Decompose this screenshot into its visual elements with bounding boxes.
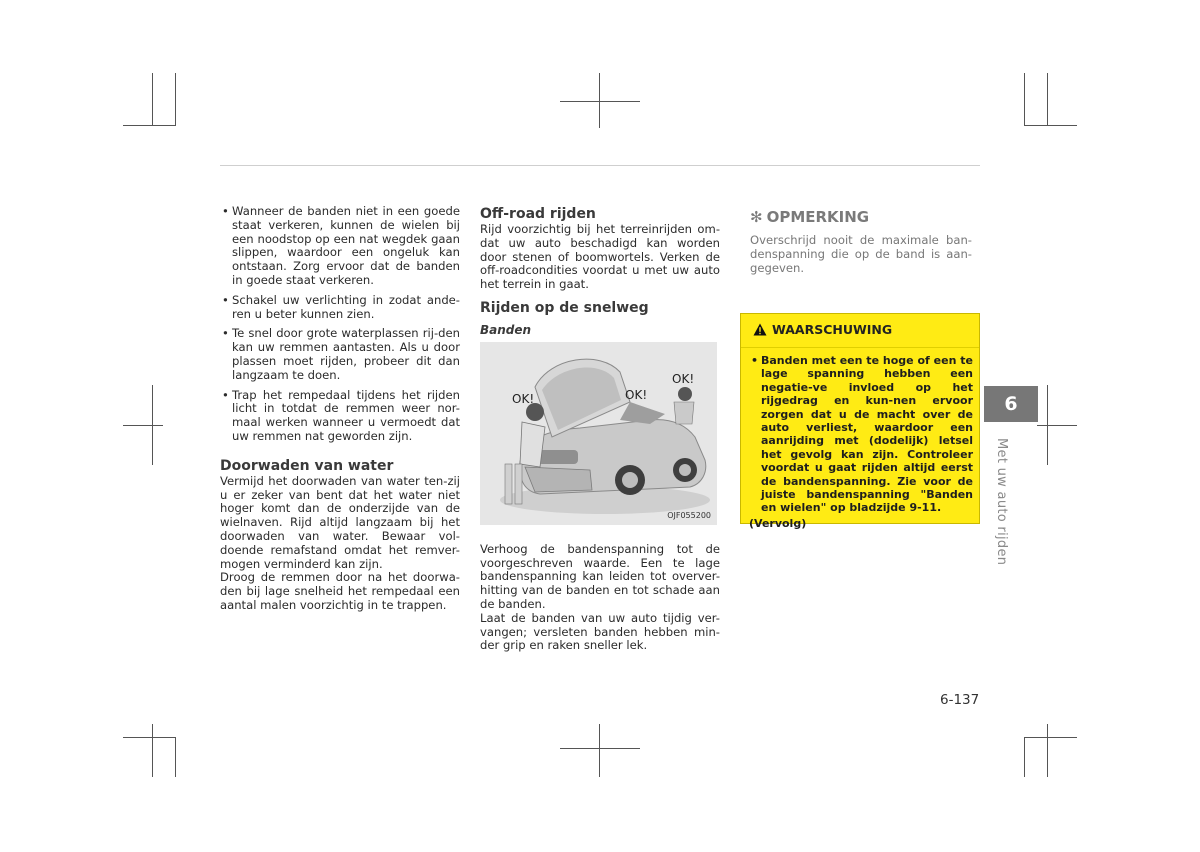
crop-mark	[123, 125, 176, 126]
body-paragraph: Verhoog de bandenspanning tot de voorgeschreven waarde. Een te lage bandenspanning kan leiden tot overver-hitting van de banden en tot schade aan de banden.	[480, 541, 720, 611]
note-title: OPMERKING	[766, 208, 870, 226]
crop-mark	[560, 748, 640, 749]
body-paragraph: Laat de banden van uw auto tijdig ver-vangen; versleten banden hebben min-der grip en raken sneller lek.	[480, 610, 720, 653]
ok-label: OK!	[512, 391, 535, 406]
crop-mark	[1024, 125, 1077, 126]
car-with-open-hood-illustration	[480, 342, 717, 525]
crop-mark	[152, 724, 153, 777]
page-number: 6-137	[940, 692, 980, 708]
crop-mark	[175, 73, 176, 126]
crop-mark	[123, 737, 176, 738]
crop-mark	[1037, 425, 1077, 426]
crop-mark	[1047, 724, 1048, 777]
ok-label: OK!	[672, 371, 695, 386]
subheading: Banden	[480, 322, 532, 337]
crop-mark	[560, 101, 640, 102]
note-box	[750, 208, 972, 275]
bullet-item: • Wanneer de banden niet in een goede staat verkeren, kunnen de wielen bij een noodstop op een nat wegdek gaan slippen, waardoor een ongeluk kan ontstaan. Zorg ervoor dat de banden in goede staat verkeren.	[220, 205, 460, 288]
crop-mark	[152, 73, 153, 126]
warning-title: WAARSCHUWING	[772, 322, 893, 337]
bullet-item: • Te snel door grote waterplassen rij-den kan uw remmen aantasten. Als u door plassen moet rijden, probeer dit dan langzaam te doen.	[220, 327, 460, 382]
crop-mark	[1047, 73, 1048, 126]
bullet-item: • Schakel uw verlichting in zodat ande-ren u beter kunnen zien.	[220, 294, 460, 322]
ok-label: OK!	[625, 387, 648, 402]
crop-mark	[1024, 737, 1025, 777]
bullet-item: • Trap het rempedaal tijdens het rijden licht in totdat de remmen weer nor-maal werken wanneer u vermoedt dat uw remmen nat geworden zijn.	[220, 389, 460, 444]
header-rule	[220, 165, 980, 166]
crop-mark	[152, 385, 153, 465]
middle-column	[480, 206, 720, 653]
crop-mark	[123, 425, 163, 426]
body-paragraph: Vermijd het doorwaden van water ten-zij u er zeker van bent dat het water niet hoger komt dan de onderzijde van de wielnaven. Rijd altijd langzaam bij het doorwaden van water. Bewaar vol-doende remafstand omdat het remver-mogen verminderd kan zijn.	[220, 473, 460, 571]
car-illustration	[480, 342, 717, 525]
note-text: Overschrijd nooit de maximale ban-denspanning die op de band is aan-gegeven.	[750, 232, 972, 275]
crop-mark	[1024, 73, 1025, 126]
left-column	[220, 205, 460, 613]
crop-mark	[175, 737, 176, 777]
warning-box	[740, 313, 980, 530]
section-heading: Off-road rijden	[480, 206, 596, 222]
warning-divider	[741, 347, 979, 348]
warning-triangle-icon	[753, 323, 767, 336]
section-heading: Doorwaden van water	[220, 457, 394, 474]
crop-mark	[1024, 737, 1077, 738]
figure-code: OJF055200	[667, 510, 711, 520]
body-paragraph: Rijd voorzichtig bij het terreinrijden om-dat uw auto beschadigd kan worden door stenen of boomwortels. Verken de off-roadcondities voordat u met uw auto het terrein in gaat.	[480, 222, 720, 292]
crop-mark	[599, 724, 600, 777]
chapter-tab: 6	[984, 386, 1038, 422]
section-heading: Rijden op de snelweg	[480, 299, 649, 316]
warning-text: • Banden met een te hoge of een te lage spanning hebben een negatie-ve invloed op het rijgedrag en kun-nen ervoor zorgen dat u de macht over de auto verliest, waardoor een aanrijding met (dodelijk) letsel het gevolg kan zijn. Controleer voordat u gaat rijden altijd eerst de bandenspanning. Zie voor de juiste bandenspanning "Banden en wielen" op bladzijde 9-11.	[749, 354, 973, 515]
chapter-title: Met uw auto rijden	[994, 438, 1009, 566]
body-paragraph: Droog de remmen door na het doorwa-den bij lage snelheid het rempedaal een aantal malen voorzichtig in te trappen.	[220, 570, 460, 612]
asterisk-icon: ✻	[750, 208, 763, 226]
continued-label: (Vervolg)	[749, 516, 807, 530]
crop-mark	[599, 73, 600, 128]
crop-mark	[1047, 385, 1048, 465]
